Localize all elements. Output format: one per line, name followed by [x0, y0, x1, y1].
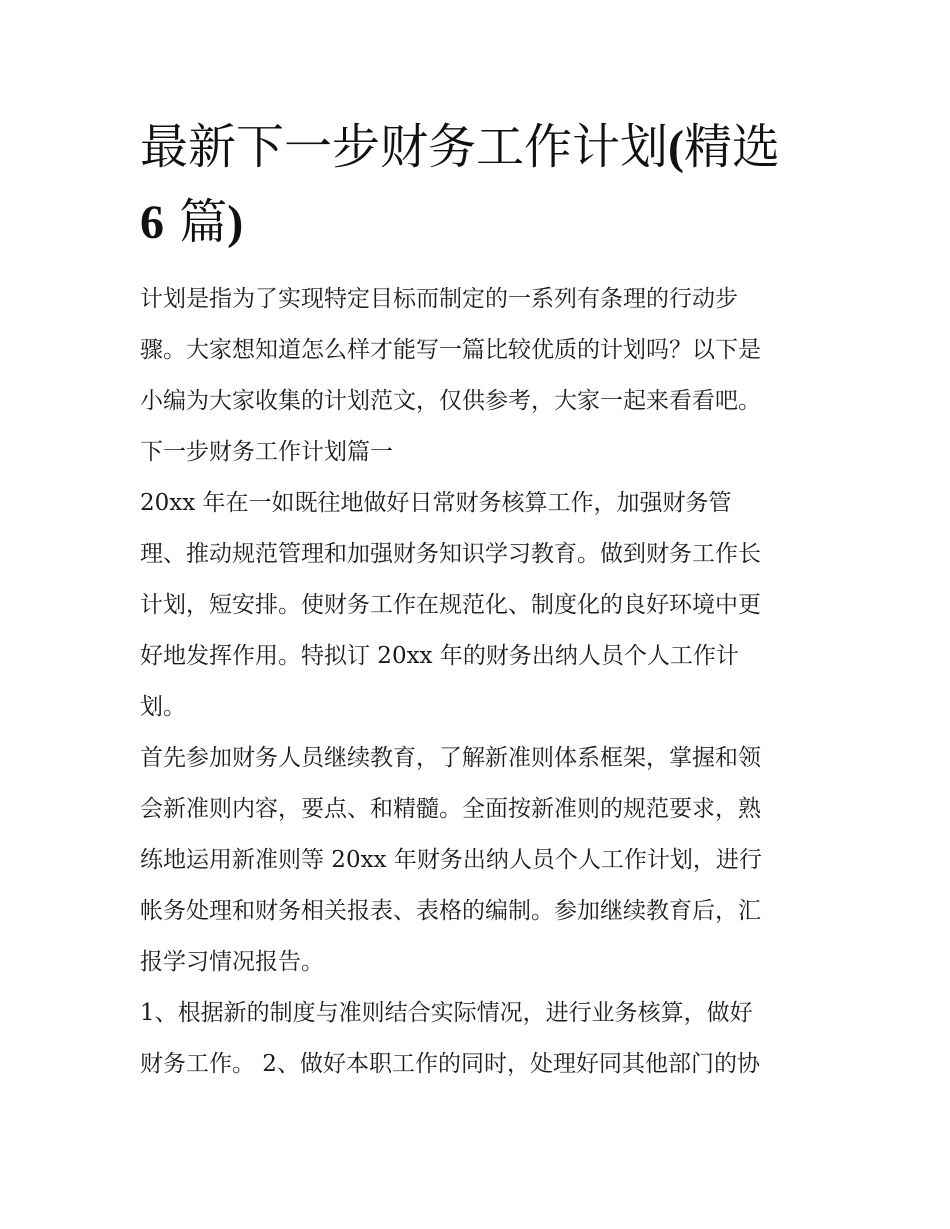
- body-line: 报学习情况报告。: [140, 949, 324, 975]
- body-line: 计划，短安排。使财务工作在规范化、制度化的良好环境中更: [140, 592, 761, 618]
- body-line: 划。: [140, 694, 186, 720]
- body-line: 好地发挥作用。特拟订 20xx 年的财务出纳人员个人工作计: [140, 643, 739, 669]
- body-line: 首先参加财务人员继续教育，了解新准则体系框架，掌握和领: [140, 745, 761, 771]
- body-line: 1、根据新的制度与准则结合实际情况，进行业务核算，做好: [140, 1000, 753, 1026]
- body-line: 财务工作。 2、做好本职工作的同时，处理好同其他部门的协: [140, 1051, 760, 1077]
- body-line: 练地运用新准则等 20xx 年财务出纳人员个人工作计划，进行: [140, 847, 762, 873]
- title-text-pieces: 篇: [164, 194, 228, 250]
- body-line: 会新准则内容，要点、和精髓。全面按新准则的规范要求，熟: [140, 796, 761, 822]
- title-text-selected: 精选: [684, 119, 781, 175]
- section-heading: 下一步财务工作计划篇一: [140, 439, 393, 465]
- body-line: 骤。大家想知道怎么样才能写一篇比较优质的计划吗？以下是: [140, 337, 761, 363]
- body-line: 20xx 年在一如既往地做好日常财务核算工作，加强财务管: [140, 490, 732, 516]
- body-line: 理、推动规范管理和加强财务知识学习教育。做到财务工作长: [140, 541, 761, 567]
- title-text-main: 最新下一步财务工作计划: [140, 119, 669, 175]
- document-title: [140, 110, 830, 260]
- body-line: 帐务处理和财务相关报表、表格的编制。参加继续教育后，汇: [140, 898, 761, 924]
- title-paren-open: (: [668, 121, 684, 174]
- body-line: 计划是指为了实现特定目标而制定的一系列有条理的行动步: [140, 286, 738, 312]
- title-number: 6: [140, 196, 164, 249]
- body-line: 小编为大家收集的计划范文，仅供参考，大家一起来看看吧。: [140, 388, 761, 414]
- title-paren-close: ): [227, 196, 244, 249]
